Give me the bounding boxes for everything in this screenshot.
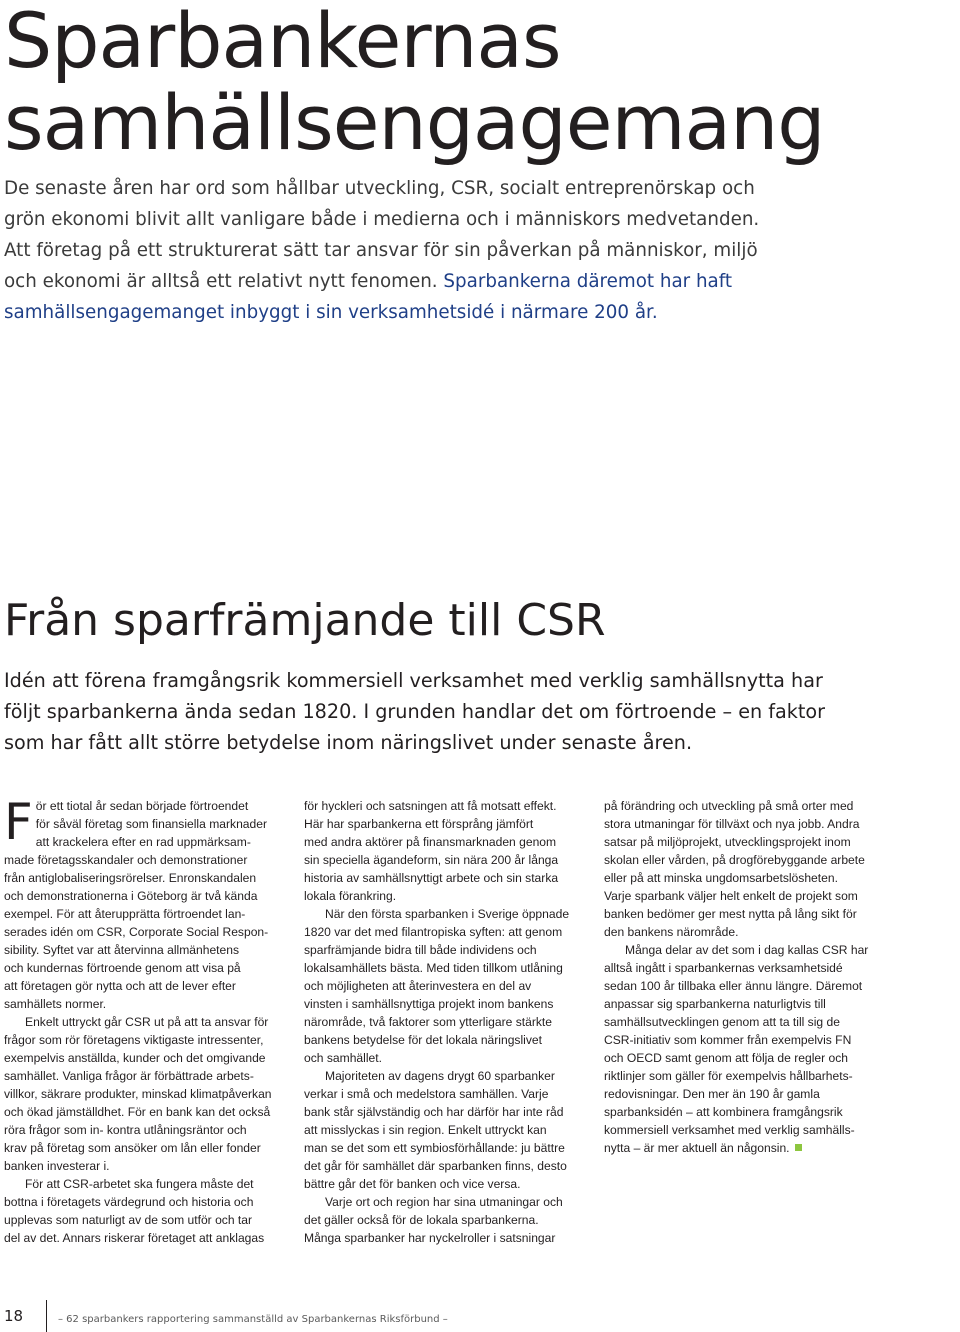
body-line: sin speciella ägandeform, sin nära 200 år långa (304, 853, 559, 867)
body-line: bank står självständig och har därför har inte råd (304, 1105, 564, 1119)
body-line: banken investerar i. (4, 1159, 110, 1173)
body-line: samhällets normer. (4, 997, 107, 1011)
body-line: från antiglobaliseringsrörelser. Enronskandalen (4, 871, 257, 885)
body-line: och samhället. (304, 1051, 382, 1065)
title-line-1: Sparbankernas (4, 0, 561, 85)
body-line: verkar i små och medelstora samhällen. Varje (304, 1087, 549, 1101)
body-line: stora utmaningar för tillväxt och nya jobb. Andra (604, 817, 860, 831)
page-number: 18 (4, 1307, 24, 1325)
body-line: och möjligheten att återinvestera en del av (304, 979, 532, 993)
lead-line: samhällsengagemanget inbyggt i sin verksamhetsidé i närmare 200 år. (4, 302, 658, 323)
body-line: anpassar sig sparbankerna naturligtvis till (604, 997, 826, 1011)
body-line: villkor, säkrare produkter, minskad klimatpåverkan (4, 1087, 272, 1101)
body-line: banken bedömer ger mest nytta på lång sikt för (604, 907, 857, 921)
section-heading: Från sparfrämjande till CSR (4, 595, 606, 646)
intro-line: Idén att förena framgångsrik kommersiell verksamhet med verklig samhällsnytta har (4, 669, 823, 692)
body-line: eller på att minska ungdomsarbetslösheten. (604, 871, 838, 885)
body-line-text: nytta – är mer aktuell än någonsin. (604, 1141, 790, 1155)
body-line: Många sparbanker har nyckelroller i satsningar (304, 1231, 556, 1245)
body-line: krav på företag som ansöker om lån eller fonder (4, 1141, 261, 1155)
body-line: skolan eller vården, på drogförebyggande arbete (604, 853, 865, 867)
body-line: man se det som ett symbiosförhållande: ju bättre (304, 1141, 565, 1155)
body-line (604, 1139, 880, 1157)
body-line: alltså ingått i sparbankernas verksamhetsidé (604, 961, 843, 975)
body-line: lokala förankring. (304, 889, 397, 903)
body-line: del av det. Annars riskerar företaget att anklagas (4, 1231, 265, 1245)
body-line: historia av samhällsnyttigt arbete och sin starka (304, 871, 559, 885)
body-line: röra frågor som in- kontra utlåningsräntor och (4, 1123, 247, 1137)
body-line: samhällsutvecklingen genom att ta till sig de (604, 1015, 840, 1029)
body-line: och kundernas förtroende genom att visa på (4, 961, 241, 975)
body-line: Majoriteten av dagens drygt 60 sparbanker (325, 1069, 555, 1083)
body-line: redovisningar. Den mer än 190 år gamla (604, 1087, 820, 1101)
body-line: För att CSR-arbetet ska fungera måste det (25, 1177, 254, 1191)
body-line: att företagen gör nytta och att de lever efter (4, 979, 236, 993)
body-line: det går för samhället där sparbanken finns, desto (304, 1159, 567, 1173)
body-line: och OECD samt genom att följa de regler och (604, 1051, 849, 1065)
body-line: Många delar av det som i dag kallas CSR har (625, 943, 869, 957)
page-title (4, 0, 825, 167)
intro-line: följt sparbankerna ända sedan 1820. I grunden handlar det om förtroende – en faktor (4, 700, 826, 723)
body-line: sparbanksidén – att kombinera framgångsrik (604, 1105, 843, 1119)
body-line: bottna i företagets värdegrund och historia och (4, 1195, 254, 1209)
body-line: att misslyckas i sin region. Enkelt uttryckt kan (304, 1123, 547, 1137)
section-intro (4, 665, 954, 758)
body-line: frågor som rör företagens viktigaste intressenter, (4, 1033, 264, 1047)
body-column-2 (304, 797, 580, 1247)
body-line: sedan 100 år tillbaka eller ännu längre. Däremot (604, 979, 863, 993)
end-of-article-mark (795, 1144, 802, 1151)
body-line: på förändring och utveckling på små orter med (604, 799, 854, 813)
body-line: När den första sparbanken i Sverige öppnade (325, 907, 570, 921)
body-line: serades idén om CSR, Corporate Social Respon- (4, 925, 269, 939)
body-line: bankens betydelse för det lokala näringslivet (304, 1033, 542, 1047)
body-line: riktlinjer som gäller för exempelvis hållbarhets- (604, 1069, 853, 1083)
intro-line: som har fått allt större betydelse inom näringslivet under senaste åren. (4, 731, 693, 754)
body-line: och demonstrationerna i Göteborg är två kända (4, 889, 258, 903)
body-line: kommersiell verksamhet med verklig samhälls- (604, 1123, 855, 1137)
title-line-2: samhällsengagemang (4, 78, 825, 167)
body-line: upplevas som naturligt av de som utför och tar (4, 1213, 253, 1227)
body-line: med andra aktörer på finansmarknaden genom (304, 835, 557, 849)
body-line: för såväl företag som finansiella marknader (35, 817, 267, 831)
body-line: ör ett tiotal år sedan började förtroendet (35, 799, 249, 813)
body-line: Varje ort och region har sina utmaningar och (325, 1195, 563, 1209)
drop-cap: F (4, 793, 33, 851)
lead-line: och ekonomi är alltså ett relativt nytt fenomen. Sparbankerna däremot har haft (4, 271, 733, 292)
lead-line: Att företag på ett strukturerat sätt tar ansvar för sin påverkan på människor, miljö (4, 240, 758, 261)
body-line: och ökad jämställdhet. För en bank kan det också (4, 1105, 271, 1119)
body-line: vinsten i samhällsnyttiga projekt inom bankens (304, 997, 554, 1011)
body-line: CSR-initiativ som kommer från exempelvis FN (604, 1033, 852, 1047)
body-line: samhället. Vanliga frågor är förbättrade arbets- (4, 1069, 254, 1083)
lead-line: grön ekonomi blivit allt vanligare både i medierna och i människors medvetanden. (4, 209, 760, 230)
body-line: bättre går det för banken och vice versa. (304, 1177, 521, 1191)
body-line: den bankens närområde. (604, 925, 739, 939)
body-line: sibility. Syftet var att återvinna allmänhetens (4, 943, 240, 957)
lead-highlight: Sparbankerna däremot har haft (443, 271, 733, 292)
body-column-1 (4, 793, 280, 1247)
body-line: lokalsamhällets bästa. Med tiden tillkom utlåning (304, 961, 563, 975)
body-line: exempelvis anställda, kunder och det omgivande (4, 1051, 266, 1065)
footer-rule (46, 1300, 47, 1332)
body-line: Enkelt uttryckt går CSR ut på att ta ansvar för (25, 1015, 269, 1029)
body-line: exempel. För att återupprätta förtroendet lan- (4, 907, 246, 921)
footer-text: – 62 sparbankers rapportering sammanställd av Sparbankernas Riksförbund – (58, 1314, 448, 1325)
lead-paragraph (4, 173, 954, 328)
body-line: att krackelera efter en rad uppmärksam- (35, 835, 251, 849)
body-line: för hyckleri och satsningen att få motsatt effekt. (304, 799, 557, 813)
lead-line: De senaste åren har ord som hållbar utveckling, CSR, socialt entreprenörskap och (4, 178, 755, 199)
body-line: det gäller också för de lokala sparbankerna. (304, 1213, 539, 1227)
body-line: sparfrämjande bidra till både individens och (304, 943, 537, 957)
body-line: närområde, två faktorer som ytterligare stärkte (304, 1015, 553, 1029)
body-line: Här har sparbankerna ett försprång jämfört (304, 817, 534, 831)
body-column-3 (604, 797, 880, 1157)
body-line: Varje sparbank väljer helt enkelt de projekt som (604, 889, 858, 903)
body-line: satsar på miljöprojekt, utvecklingsprojekt inom (604, 835, 851, 849)
body-line: made företagsskandaler och demonstrationer (4, 853, 248, 867)
body-line: 1820 var det med filantropiska syften: att genom (304, 925, 563, 939)
